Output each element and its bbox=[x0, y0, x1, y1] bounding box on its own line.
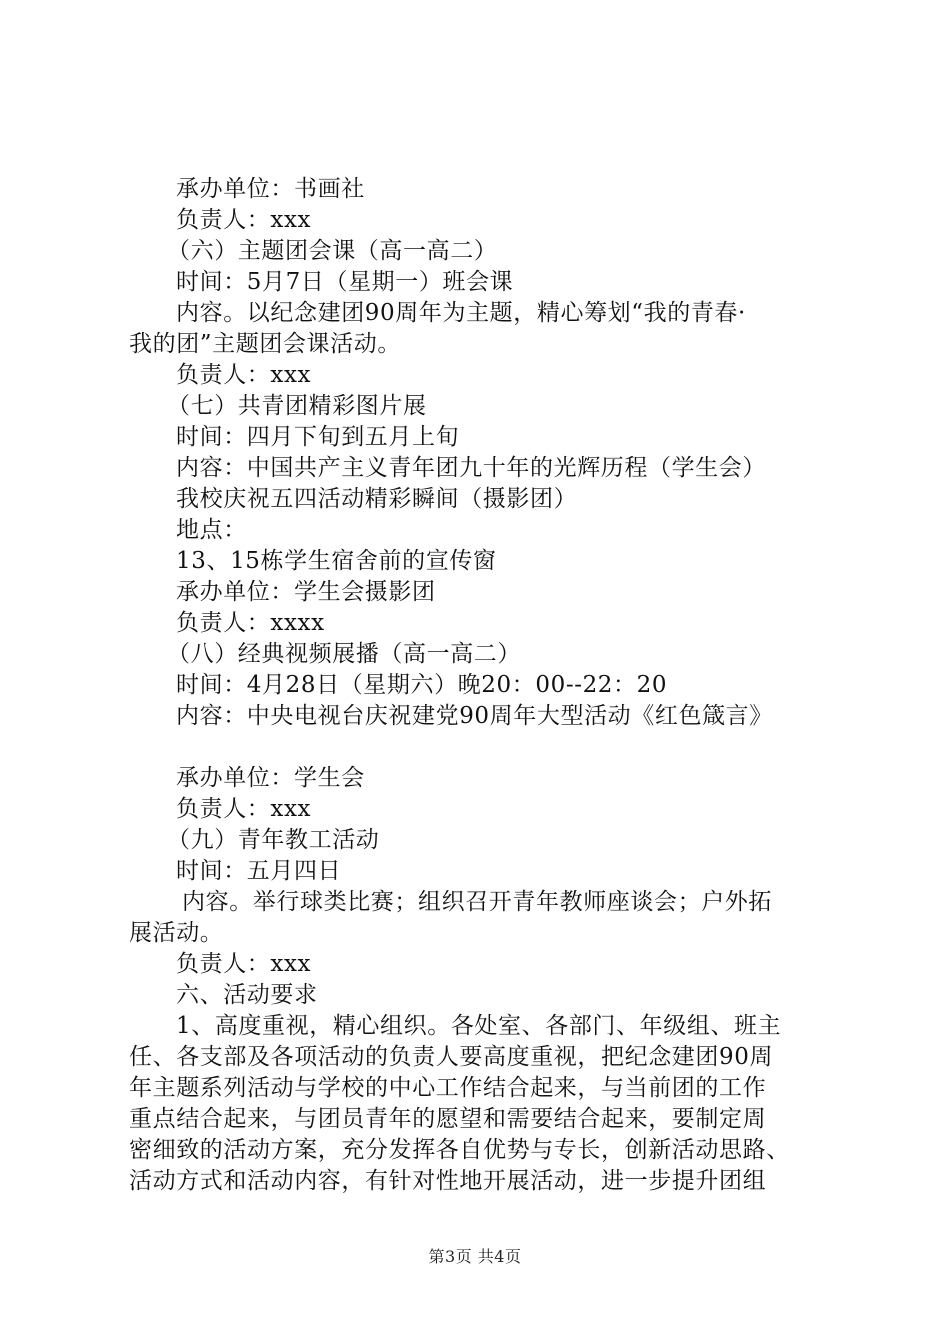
text-line: 重点结合起来，与团员青年的愿望和需要结合起来，要制定周 bbox=[129, 1106, 767, 1132]
text-line: 内容：中国共产主义青年团九十年的光辉历程（学生会） bbox=[176, 455, 766, 481]
text-line: 负责人：xxx bbox=[176, 207, 312, 233]
text-line: 负责人：xxx bbox=[176, 796, 312, 822]
text-line: 我的团”主题团会课活动。 bbox=[129, 331, 401, 357]
text-line: 承办单位：学生会 bbox=[176, 765, 365, 791]
text-line: 内容。举行球类比赛；组织召开青年教师座谈会；户外拓 bbox=[182, 889, 772, 915]
text-line: 1、高度重视，精心组织。各处室、各部门、年级组、班主 bbox=[176, 1013, 782, 1039]
section-heading: （七）共青团精彩图片展 bbox=[167, 393, 427, 419]
text-line: 密细致的活动方案，充分发挥各自优势与专长，创新活动思路、 bbox=[129, 1137, 790, 1163]
section-heading: 六、活动要求 bbox=[176, 982, 318, 1008]
section-heading: （六）主题团会课（高一高二） bbox=[167, 238, 498, 264]
text-line: 时间：4月28日（星期六）晚20：00--22：20 bbox=[176, 672, 668, 698]
text-line: 承办单位：学生会摄影团 bbox=[176, 579, 436, 605]
section-heading: （九）青年教工活动 bbox=[167, 827, 380, 853]
text-line: 活动方式和活动内容，有针对性地开展活动，进一步提升团组 bbox=[129, 1168, 767, 1194]
text-line: 时间：五月四日 bbox=[176, 858, 342, 884]
text-line: 时间：5月7日（星期一）班会课 bbox=[176, 269, 514, 295]
text-line: 时间：四月下旬到五月上旬 bbox=[176, 424, 460, 450]
text-line: 内容。以纪念建团90周年为主题，精心筹划“我的青春· bbox=[176, 300, 746, 326]
blank-line bbox=[129, 732, 831, 763]
text-line: 任、各支部及各项活动的负责人要高度重视，把纪念建团90周 bbox=[129, 1044, 774, 1070]
page-footer: 第3页 共4页 bbox=[428, 1247, 522, 1266]
text-line: 内容：中央电视台庆祝建党90周年大型活动《红色箴言》 bbox=[176, 703, 773, 729]
text-line: 展活动。 bbox=[129, 920, 224, 946]
document-body bbox=[129, 174, 831, 1197]
text-line: 负责人：xxxx bbox=[176, 610, 325, 636]
text-line: 负责人：xxx bbox=[176, 951, 312, 977]
text-line: 我校庆祝五四活动精彩瞬间（摄影团） bbox=[176, 486, 578, 512]
text-line: 承办单位：书画社 bbox=[176, 176, 365, 202]
section-heading: （八）经典视频展播（高一高二） bbox=[167, 641, 521, 667]
text-line: 年主题系列活动与学校的中心工作结合起来，与当前团的工作 bbox=[129, 1075, 767, 1101]
text-line: 13、15栋学生宿舍前的宣传窗 bbox=[176, 548, 497, 574]
text-line: 地点： bbox=[176, 517, 247, 543]
text-line: 负责人：xxx bbox=[176, 362, 312, 388]
